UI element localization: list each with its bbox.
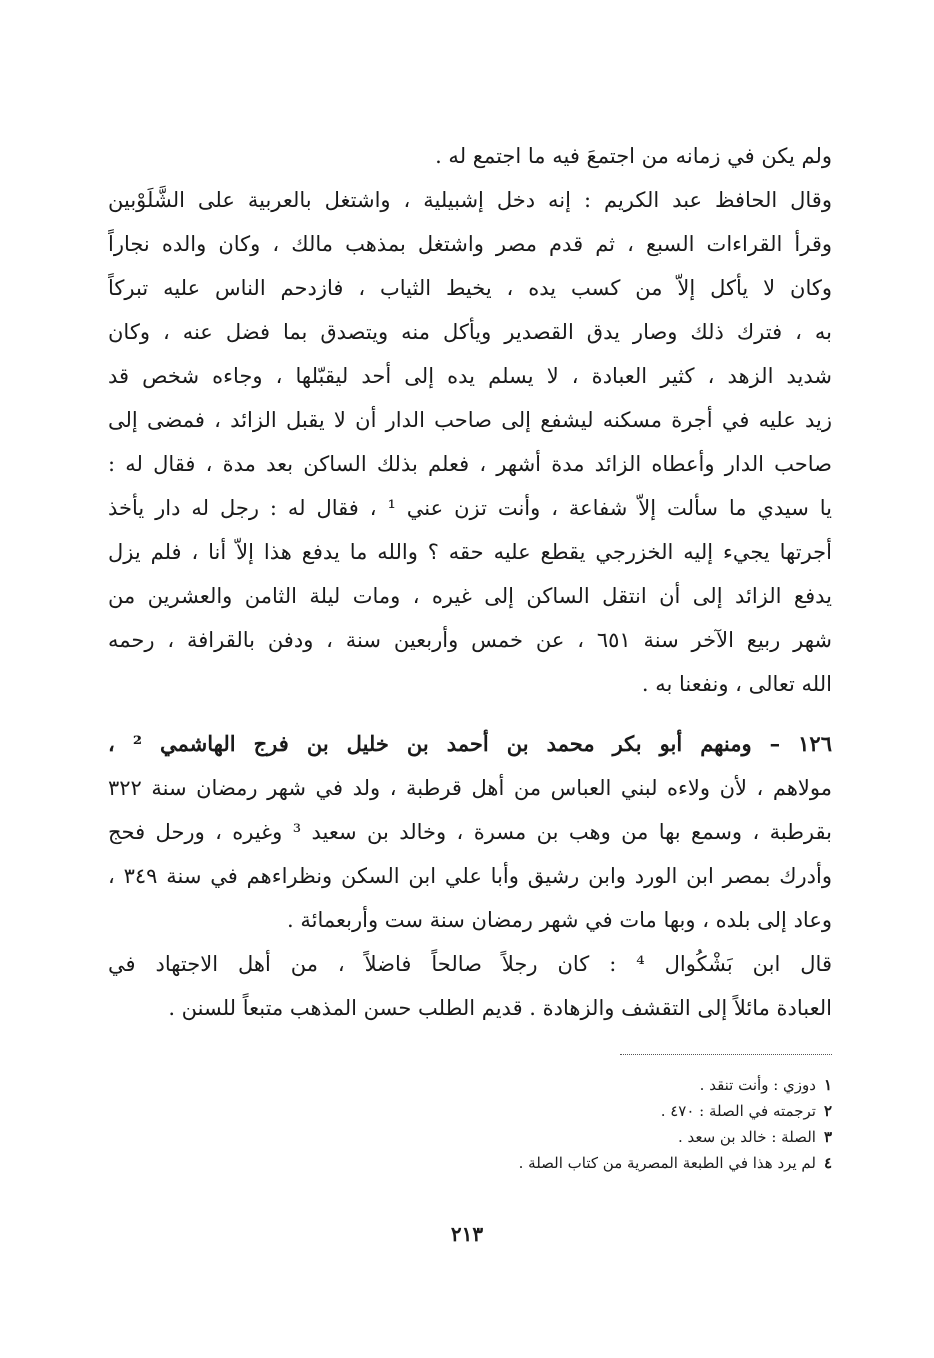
footnote-text: دوزي : وأنت تنقد .	[699, 1076, 816, 1094]
paragraph-line: شهر ربيع الآخر سنة ٦٥١ ، عن خمس وأربعين سنة ، ودفن بالقرافة ، رحمه	[108, 628, 832, 652]
footnote-item	[300, 1072, 832, 1098]
footnote-text: ترجمته في الصلة : ٤٧٠ .	[660, 1102, 816, 1120]
paragraph-line: مولاهم ، لأن ولاءه لبني العباس من أهل قرطبة ، ولد في شهر رمضان سنة ٣٢٢	[108, 776, 832, 800]
paragraph-line: أجرتها يجيء إليه الخزرجي يقطع عليه حقه ؟ والله ما يدفع هذا إلاّ أنا ، فلم يزل	[108, 540, 832, 564]
paragraph-line: الله تعالى ، ونفعنا به .	[641, 672, 832, 696]
footnote-number: ١	[823, 1076, 832, 1094]
footnote-number: ٣	[823, 1128, 832, 1146]
paragraph-line: وعاد إلى بلده ، وبها مات في شهر رمضان سنة ست وأربعمائة .	[287, 908, 832, 932]
footnote-divider	[620, 1054, 832, 1055]
footnote-text: لم يرد هذا في الطبعة المصرية من كتاب الصلة .	[518, 1154, 816, 1172]
biography-126	[108, 722, 832, 1030]
footnote-item	[300, 1150, 832, 1176]
footnote-item	[300, 1098, 832, 1124]
paragraph-line: وقال الحافظ عبد الكريم : إنه دخل إشبيلية ، واشتغل بالعربية على الشَّلَوْبين	[108, 188, 832, 212]
paragraph-line: يا سيدي ما سألت إلاّ شفاعة ، وأنت تزن عني ¹ ، فقال له : رجل له دار يأخذ	[108, 496, 832, 520]
paragraph-line: به ، فترك ذلك وصار يدق القصدير ويأكل منه ويتصدق بما فضل عنه ، وكان	[108, 320, 832, 344]
paragraph-line: يدفع الزائد إلى أن انتقل الساكن إلى غيره ، ومات ليلة الثامن والعشرين من	[108, 584, 832, 608]
footnote-item	[300, 1124, 832, 1150]
paragraph-line: صاحب الدار وأعطاه الزائد مدة أشهر ، فعلم بذلك الساكن بعد مدة ، فقال له :	[108, 452, 832, 476]
biography-heading-text: – ومنهم أبو بكر محمد بن أحمد بن خليل بن فرج الهاشمي ² ،	[108, 731, 781, 756]
footnote-number: ٤	[823, 1154, 832, 1172]
biography-125-continuation	[108, 134, 832, 706]
footnotes	[300, 1072, 832, 1176]
paragraph-line: زيد عليه في أجرة مسكنه ليشفع إلى صاحب الدار أن لا يقبل الزائد ، فمضى إلى	[108, 408, 832, 432]
paragraph-line: وأدرك بمصر ابن الورد وابن رشيق وأبا علي ابن السكن ونظراءهم في سنة ٣٤٩ ،	[108, 864, 832, 888]
paragraph-line: العبادة مائلاً إلى التقشف والزهادة . قديم الطلب حسن المذهب متبعاً للسنن .	[168, 996, 832, 1020]
biography-number: ١٢٦	[798, 731, 832, 756]
paragraph-line: وكان لا يأكل إلاّ من كسب يده ، يخيط الثياب ، فازدحم الناس عليه تبركاً	[108, 276, 832, 300]
paragraph-line: شديد الزهد ، كثير العبادة ، لا يسلم يده إلى أحد ليقبّلها ، وجاءه شخص قد	[108, 364, 832, 388]
paragraph-line: ولم يكن في زمانه من اجتمعَ فيه ما اجتمع له .	[435, 144, 832, 168]
paragraph-line: وقرأ القراءات السبع ، ثم قدم مصر واشتغل بمذهب مالك ، وكان والده نجاراً	[108, 232, 832, 256]
footnote-text: الصلة : خالد بن سعد .	[677, 1128, 816, 1146]
paragraph-line: قال ابن بَشْكُوال ⁴ : كان رجلاً صالحاً فاضلاً ، من أهل الاجتهاد في	[108, 952, 832, 976]
footnote-number: ٢	[823, 1102, 832, 1120]
paragraph-line: بقرطبة ، وسمع بها من وهب بن مسرة ، وخالد بن سعيد ³ وغيره ، ورحل فحج	[108, 820, 832, 844]
page-number: ٢١٣	[450, 1222, 484, 1246]
biography-heading	[108, 722, 832, 766]
